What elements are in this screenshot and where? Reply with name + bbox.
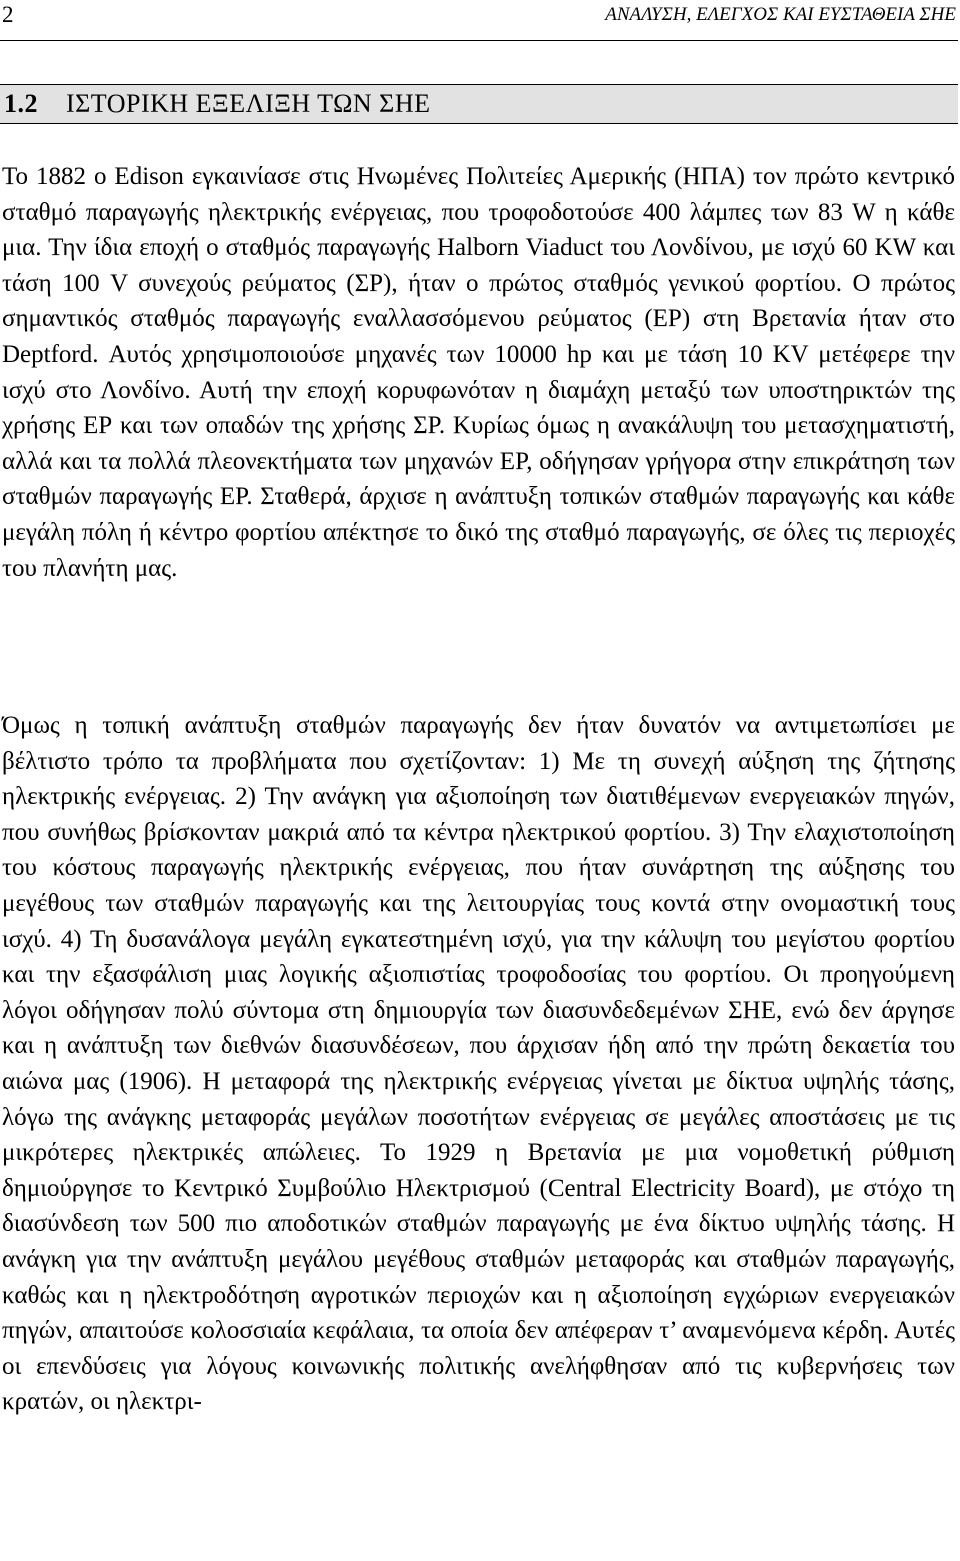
running-title: ΑΝΑΛΥΣΗ, ΕΛΕΓΧΟΣ ΚΑΙ ΕΥΣΤΑΘΕΙΑ ΣΗΕ (605, 4, 956, 25)
section-title: ΙΣΤΟΡΙΚΗ ΕΞΕΛΙΞΗ ΤΩΝ ΣΗΕ (66, 89, 431, 118)
page-number: 2 (2, 2, 14, 27)
section-spacer (45, 89, 59, 118)
running-header (0, 0, 958, 41)
section-heading (0, 84, 958, 124)
paragraph-1: Το 1882 ο Edison εγκαινίασε στις Ηνωμένες Πολιτείες Αμερικής (ΗΠΑ) τον πρώτο κεντρικό σταθμό παραγωγής ηλεκτρικής ενέργειας, που τροφοδοτούσε 400 λάμπες των 83 W η κάθε μια. Την ίδια εποχή ο σταθμός παραγωγής Halborn Viaduct του Λονδίνου, με ισχύ 60 KW και τάση 100 V συνεχούς ρεύματος (ΣΡ), ήταν ο πρώτος σταθμός γενικού φορτίου. Ο πρώτος σημαντικός σταθμός παραγωγής εναλλασσόμενου ρεύματος (ΕΡ) στη Βρετανία ήταν στο Deptford. Αυτός χρησιμοποιούσε μηχανές των 10000 hp και με τάση 10 KV μετέφερε την ισχύ στο Λονδίνο. Αυτή την εποχή κορυφωνόταν η διαμάχη μεταξύ των υποστηρικτών της χρήσης ΕΡ και των οπαδών της χρήσης ΣΡ. Κυρίως όμως η ανακάλυψη του μετασχηματιστή, αλλά και τα πολλά πλεονεκτήματα των μηχανών ΕΡ, οδήγησαν γρήγορα στην επικράτηση των σταθμών παραγωγής ΕΡ. Σταθερά, άρχισε η ανάπτυξη τοπικών σταθμών παραγωγής και κάθε μεγάλη πόλη ή κέντρο φορτίου απέκτησε το δικό της σταθμό παραγωγής, σε όλες τις περιοχές του πλανήτη μας. (2, 163, 955, 582)
section-number: 1.2 (4, 89, 38, 118)
paragraph-2: Όμως η τοπική ανάπτυξη σταθμών παραγωγής δεν ήταν δυνατόν να αντιμετωπίσει με βέλτιστο τρόπο τα προβλήματα που σχετίζονταν: 1) Με τη συνεχή αύξηση της ζήτησης ηλεκτρικής ενέργειας. 2) Την ανάγκη για αξιοποίηση των διατιθέμενων ενεργειακών πηγών, που συνήθως βρίσκονταν μακριά από τα κέντρα ηλεκτρικού φορτίου. 3) Την ελαχιστοποίηση του κόστους παραγωγής ηλεκτρικής ενέργειας, που ήταν συνάρτηση της αύξησης του μεγέθους των σταθμών παραγωγής και της λειτουργίας τους κοντά στην ονομαστική τους ισχύ. 4) Τη δυσανάλογα μεγάλη εγκατεστημένη ισχύ, για την κάλυψη του μεγίστου φορτίου και την εξασφάλιση μιας λογικής αξιοπιστίας τροφοδοσίας του φορτίου. Οι προηγούμενη λόγοι οδήγησαν πολύ σύντομα στη δημιουργία των διασυνδεδεμένων ΣΗΕ, ενώ δεν άργησε και η ανάπτυξη των διεθνών διασυνδέσεων, που άρχισαν ήδη από την πρώτη δεκαετία του αιώνα μας (1906). Η μεταφορά της ηλεκτρικής ενέργειας γίνεται με δίκτυα υψηλής τάσης, λόγω της ανάγκης μεταφοράς μεγάλων ποσοτήτων ενέργειας σε μεγάλες αποστάσεις με τις μικρότερες ηλεκτρικές απώλειες. Το 1929 η Βρετανία με μια νομοθετική ρύθμιση δημιούργησε το Κεντρικό Συμβούλιο Ηλεκτρισμού (Central Electricity Board), με στόχο τη διασύνδεση των 500 πιο αποδοτικών σταθμών παραγωγής με ένα δίκτυο υψηλής τάσης. Η ανάγκη για την ανάπτυξη μεγάλου μεγέθους σταθμών μεταφοράς και σταθμών παραγωγής, καθώς και η ηλεκτροδότηση αγροτικών περιοχών και η αξιοποίηση εγχώριων ενεργειακών πηγών, απαιτούσε κολοσσιαία κεφάλαια, τα οποία δεν απέφεραν τ’ αναμενόμενα κέρδη. Αυτές οι επενδύσεις για λόγους κοινωνικής πολιτικής ανελήφθησαν από τις κυβερνήσεις των κρατών, οι ηλεκτρι- (2, 712, 955, 1416)
